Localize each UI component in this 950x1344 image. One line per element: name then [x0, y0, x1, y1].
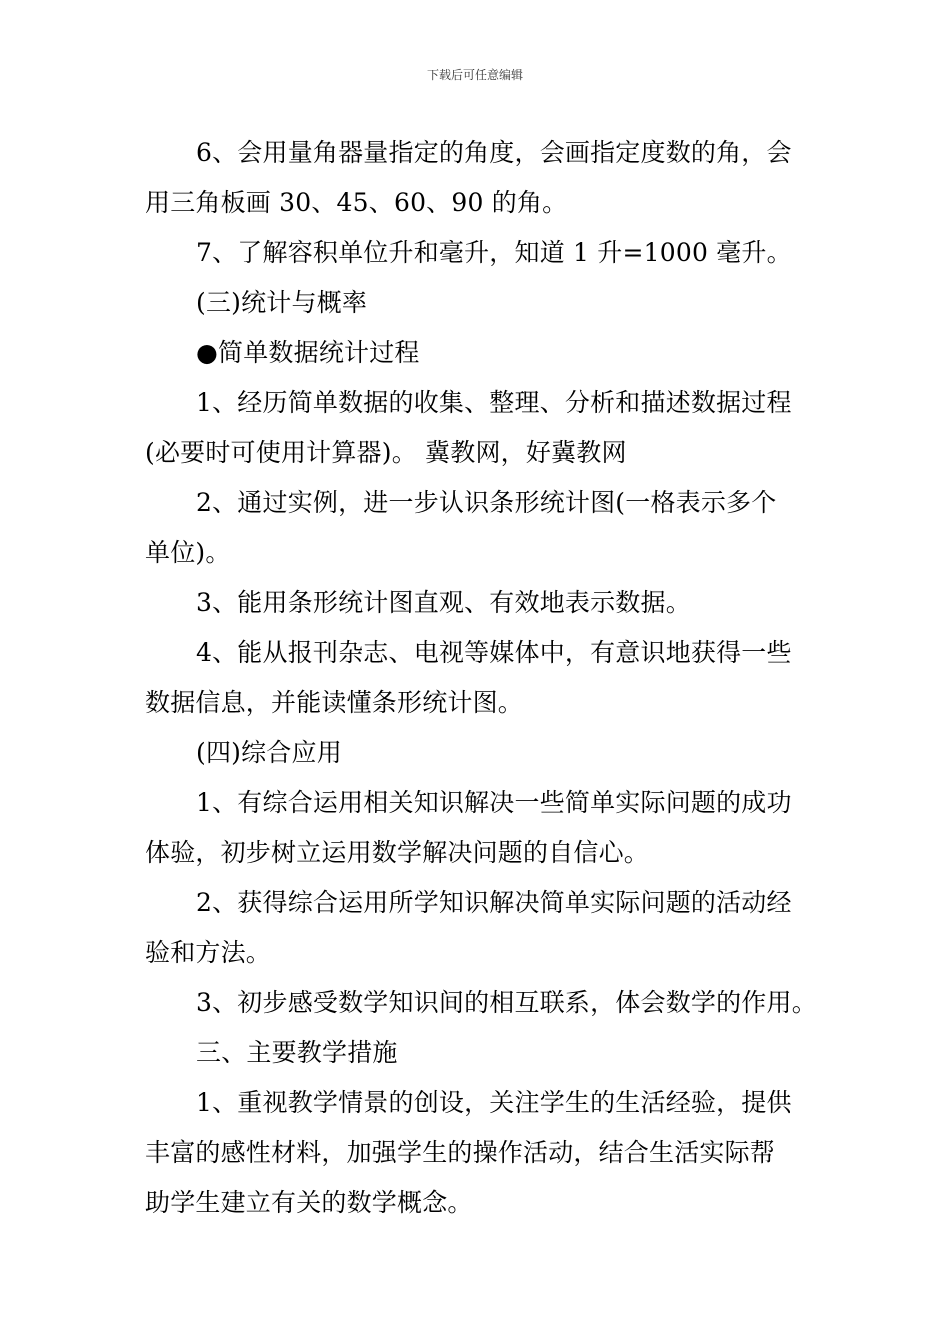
page-header: 下载后可任意编辑	[426, 68, 523, 82]
text-line: 用三角板画 30、45、60、90 的角。	[145, 188, 568, 217]
text-line: 1、经历简单数据的收集、整理、分析和描述数据过程	[196, 388, 792, 417]
text-line: (必要时可使用计算器)。 冀教网，好冀教网	[145, 438, 627, 467]
text-line: 3、能用条形统计图直观、有效地表示数据。	[196, 588, 691, 617]
text-line: 6、会用量角器量指定的角度，会画指定度数的角，会	[196, 138, 792, 167]
text-line: 数据信息，并能读懂条形统计图。	[145, 688, 524, 717]
text-line: 丰富的感性材料，加强学生的操作活动，结合生活实际帮	[145, 1138, 776, 1167]
document-body	[145, 128, 817, 1228]
text-line: 2、通过实例，进一步认识条形统计图(一格表示多个	[196, 488, 777, 517]
section-heading: 三、主要教学措施	[196, 1038, 398, 1067]
text-line: 7、了解容积单位升和毫升，知道 1 升=1000 毫升。	[196, 238, 792, 267]
text-line: 体验，初步树立运用数学解决问题的自信心。	[145, 838, 650, 867]
text-line: 验和方法。	[145, 938, 272, 967]
text-line: 单位)。	[145, 538, 231, 567]
subsection-heading: ●简单数据统计过程	[196, 338, 420, 367]
text-line: 1、有综合运用相关知识解决一些简单实际问题的成功	[196, 788, 792, 817]
text-line: 1、重视教学情景的创设，关注学生的生活经验，提供	[196, 1088, 792, 1117]
text-line: 2、获得综合运用所学知识解决简单实际问题的活动经	[196, 888, 792, 917]
section-heading: (四)综合应用	[196, 738, 342, 767]
text-line: 3、初步感受数学知识间的相互联系，体会数学的作用。	[196, 988, 817, 1017]
text-line: 4、能从报刊杂志、电视等媒体中，有意识地获得一些	[196, 638, 792, 667]
section-heading: (三)统计与概率	[196, 288, 368, 317]
text-line: 助学生建立有关的数学概念。	[145, 1188, 473, 1217]
